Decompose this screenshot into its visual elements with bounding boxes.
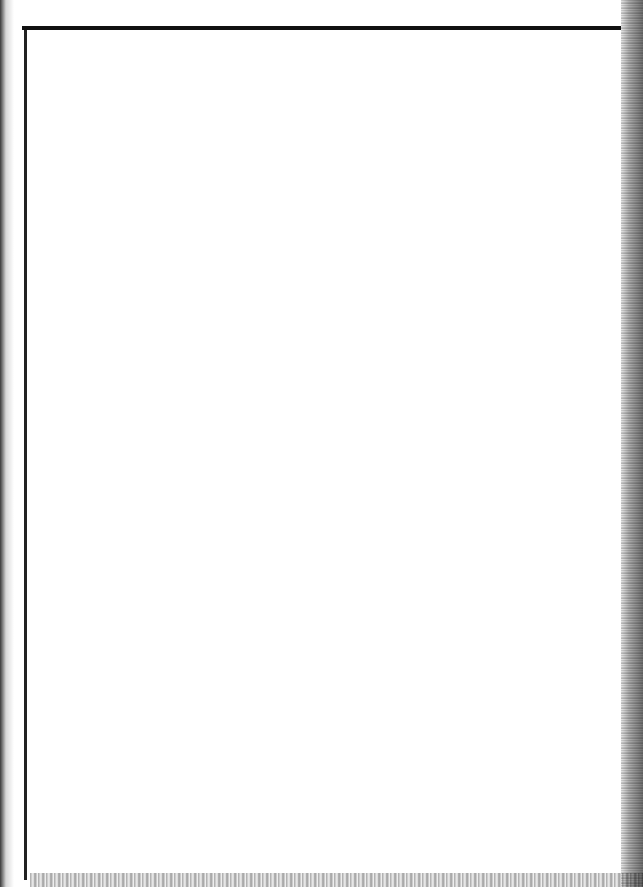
scan-top-border	[22, 26, 622, 30]
scan-left-border	[24, 30, 27, 880]
scan-right-edge	[621, 0, 643, 887]
scan-bottom-edge	[30, 873, 643, 887]
